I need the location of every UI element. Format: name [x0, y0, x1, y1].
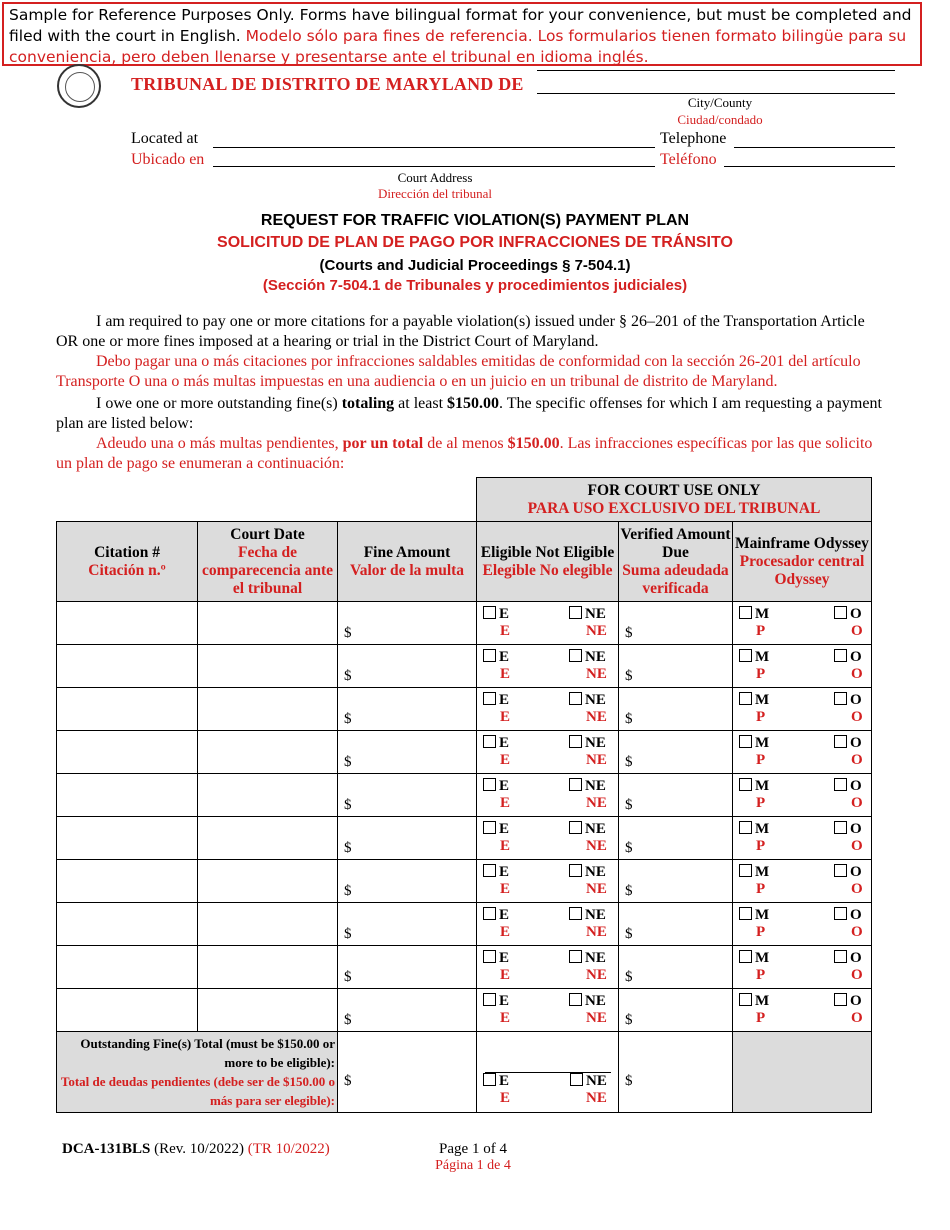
total-not-eligible-checkbox[interactable]: NE NE [569, 1073, 607, 1107]
fine-amount-cell[interactable]: $ [338, 602, 477, 645]
odyssey-checkbox[interactable]: O O [834, 907, 863, 941]
verified-amount-cell[interactable]: $ [619, 989, 733, 1032]
table-row [57, 946, 872, 989]
citation-cell[interactable] [57, 946, 198, 989]
mainframe-cell [733, 946, 872, 989]
table-row [57, 645, 872, 688]
reference-banner [2, 2, 922, 66]
located-label-es: Ubicado en [131, 151, 205, 168]
located-label: Located at [131, 130, 199, 147]
court-seal-icon [57, 64, 101, 108]
citation-cell[interactable] [57, 602, 198, 645]
odyssey-checkbox[interactable]: O O [834, 993, 863, 1027]
banner-text-es: Modelo sólo para fines de referencia. Los formularios tienen formato bilingüe para su conveniencia, pero deben llenarse y presentarse ante el tribunal en idioma inglés. [9, 27, 907, 66]
mainframe-checkbox[interactable]: M P [739, 950, 769, 984]
mainframe-checkbox[interactable]: M P [739, 907, 769, 941]
not-eligible-checkbox[interactable]: NE NE [569, 606, 607, 640]
city-county-label-es: Ciudad/condado [677, 112, 763, 127]
court-date-cell[interactable] [198, 989, 338, 1032]
fine-amount-cell[interactable]: $ [338, 860, 477, 903]
total-label: Outstanding Fine(s) Total (must be $150.00 or more to be eligible): Total de deudas pendientes (debe ser de $150.00 o más para ser elegible): [57, 1032, 338, 1113]
court-use-header: FOR COURT USE ONLY PARA USO EXCLUSIVO DEL TRIBUNAL [477, 478, 872, 522]
telephone-label-es: Teléfono [660, 151, 717, 168]
odyssey-checkbox[interactable]: O O [834, 735, 863, 769]
court-date-cell[interactable] [198, 817, 338, 860]
banner-text-en: Sample for Reference Purposes Only. Forms have bilingual format for your convenience, but must be completed and filed with the court in English. [9, 6, 912, 45]
mainframe-checkbox[interactable]: M P [739, 692, 769, 726]
located-line[interactable] [213, 147, 655, 148]
not-eligible-checkbox[interactable]: NE NE [569, 778, 607, 812]
eligible-checkbox[interactable]: E E [483, 821, 510, 855]
table-row [57, 774, 872, 817]
court-name: TRIBUNAL DE DISTRITO DE MARYLAND DE [131, 74, 524, 94]
eligible-checkbox[interactable]: E E [483, 950, 510, 984]
court-address-label-es: Dirección del tribunal [377, 186, 493, 201]
total-verified-cell[interactable]: $ [619, 1032, 733, 1113]
court-date-cell[interactable] [198, 645, 338, 688]
fine-amount-cell[interactable]: $ [338, 903, 477, 946]
verified-amount-cell[interactable]: $ [619, 774, 733, 817]
statement-2-es: Adeudo una o más multas pendientes, por un total de al menos $150.00. Las infracciones específicas por las que solicito un plan de pago se enumeran a continuación: [56, 435, 873, 472]
mainframe-checkbox[interactable]: M P [739, 993, 769, 1027]
telephone-line-es [724, 166, 895, 167]
mainframe-checkbox[interactable]: M P [739, 649, 769, 683]
eligible-checkbox[interactable]: E E [483, 864, 510, 898]
total-fine-cell[interactable]: $ [338, 1032, 477, 1113]
verified-amount-cell[interactable]: $ [619, 688, 733, 731]
col-citation: Citation # Citación n.º [57, 522, 198, 602]
city-county-line[interactable] [537, 93, 895, 94]
table-row [57, 731, 872, 774]
mainframe-cell [733, 989, 872, 1032]
eligible-checkbox[interactable]: E E [483, 778, 510, 812]
not-eligible-checkbox[interactable]: NE NE [569, 649, 607, 683]
citation-cell[interactable] [57, 817, 198, 860]
col-mainframe: Mainframe Odyssey Procesador central Odyssey [733, 522, 872, 602]
citation-cell[interactable] [57, 903, 198, 946]
mainframe-checkbox[interactable]: M P [739, 735, 769, 769]
col-fine-amount: Fine Amount Valor de la multa [338, 522, 477, 602]
eligibility-cell [477, 645, 619, 688]
fine-amount-cell[interactable]: $ [338, 989, 477, 1032]
verified-amount-cell[interactable]: $ [619, 860, 733, 903]
table-row [57, 989, 872, 1032]
verified-amount-cell[interactable]: $ [619, 817, 733, 860]
mainframe-cell [733, 645, 872, 688]
col-verified: Verified Amount Due Suma adeudada verificada [619, 522, 733, 602]
eligibility-cell [477, 731, 619, 774]
odyssey-checkbox[interactable]: O O [834, 692, 863, 726]
table-row [57, 817, 872, 860]
odyssey-checkbox[interactable]: O O [834, 864, 863, 898]
total-eligibility-cell [477, 1032, 619, 1113]
eligible-checkbox[interactable]: E E [483, 907, 510, 941]
eligible-checkbox[interactable]: E E [483, 735, 510, 769]
not-eligible-checkbox[interactable]: NE NE [569, 692, 607, 726]
verified-amount-cell[interactable]: $ [619, 946, 733, 989]
court-date-cell[interactable] [198, 602, 338, 645]
odyssey-checkbox[interactable]: O O [834, 649, 863, 683]
eligible-checkbox[interactable]: E E [483, 649, 510, 683]
not-eligible-checkbox[interactable]: NE NE [569, 864, 607, 898]
mainframe-cell [733, 817, 872, 860]
court-date-cell[interactable] [198, 903, 338, 946]
court-date-cell[interactable] [198, 731, 338, 774]
fine-amount-cell[interactable]: $ [338, 817, 477, 860]
not-eligible-checkbox[interactable]: NE NE [569, 950, 607, 984]
col-court-date: Court Date Fecha de comparecencia ante el tribunal [198, 522, 338, 602]
statement-2: I owe one or more outstanding fine(s) totaling at least $150.00. The specific offenses for which I am requesting a payment plan are listed below: [56, 395, 882, 432]
citation-cell[interactable] [57, 774, 198, 817]
odyssey-checkbox[interactable]: O O [834, 606, 863, 640]
fine-amount-cell[interactable]: $ [338, 645, 477, 688]
eligible-checkbox[interactable]: E E [483, 993, 510, 1027]
fine-amount-cell[interactable]: $ [338, 688, 477, 731]
odyssey-checkbox[interactable]: O O [834, 778, 863, 812]
telephone-label: Telephone [660, 130, 727, 147]
not-eligible-checkbox[interactable]: NE NE [569, 821, 607, 855]
citation-cell[interactable] [57, 645, 198, 688]
form-subtitle-es: (Sección 7-504.1 de Tribunales y procedimientos judiciales) [262, 277, 688, 294]
eligibility-cell [477, 946, 619, 989]
page-number-es: Página 1 de 4 [435, 1158, 511, 1173]
table-row [57, 860, 872, 903]
located-line-es [213, 166, 655, 167]
mainframe-cell [733, 860, 872, 903]
mainframe-cell [733, 602, 872, 645]
eligibility-cell [477, 602, 619, 645]
table-row [57, 903, 872, 946]
eligibility-cell [477, 903, 619, 946]
top-rule [537, 70, 895, 71]
citation-cell[interactable] [57, 688, 198, 731]
citation-cell[interactable] [57, 731, 198, 774]
not-eligible-checkbox[interactable]: NE NE [569, 907, 607, 941]
eligible-checkbox[interactable]: E E [483, 606, 510, 640]
court-date-cell[interactable] [198, 688, 338, 731]
court-date-cell[interactable] [198, 860, 338, 903]
eligibility-cell [477, 817, 619, 860]
eligible-checkbox[interactable]: E E [483, 692, 510, 726]
verified-amount-cell[interactable]: $ [619, 645, 733, 688]
not-eligible-checkbox[interactable]: NE NE [569, 993, 607, 1027]
mainframe-checkbox[interactable]: M P [739, 606, 769, 640]
court-address-label: Court Address [397, 170, 473, 185]
mainframe-cell [733, 731, 872, 774]
form-id: DCA-131BLS (Rev. 10/2022) (TR 10/2022) [62, 1141, 330, 1157]
form-title: REQUEST FOR TRAFFIC VIOLATION(S) PAYMENT PLAN [260, 212, 690, 229]
telephone-line[interactable] [734, 147, 895, 148]
form-title-es: SOLICITUD DE PLAN DE PAGO POR INFRACCIONES DE TRÁNSITO [217, 234, 733, 251]
mainframe-cell [733, 688, 872, 731]
col-eligible: Eligible Not Eligible Elegible No elegible [477, 522, 619, 602]
citation-cell[interactable] [57, 989, 198, 1032]
court-date-cell[interactable] [198, 946, 338, 989]
statement-1-es: Debo pagar una o más citaciones por infracciones saldables emitidas de conformidad con la sección 26-201 del artículo Transporte O una o más multas impuestas en una audiencia o en un juicio en un tribunal de distrito de Maryland. [56, 353, 861, 390]
eligibility-cell [477, 774, 619, 817]
court-date-cell[interactable] [198, 774, 338, 817]
odyssey-checkbox[interactable]: O O [834, 821, 863, 855]
page-number: Page 1 of 4 [439, 1141, 507, 1157]
mainframe-cell [733, 774, 872, 817]
eligibility-cell [477, 688, 619, 731]
citation-cell[interactable] [57, 860, 198, 903]
odyssey-checkbox[interactable]: O O [834, 950, 863, 984]
total-mainframe-cell [733, 1032, 872, 1113]
fine-amount-cell[interactable]: $ [338, 946, 477, 989]
eligibility-cell [477, 989, 619, 1032]
fine-amount-cell[interactable]: $ [338, 731, 477, 774]
form-subtitle: (Courts and Judicial Proceedings § 7-504.1) [319, 257, 631, 274]
verified-amount-cell[interactable]: $ [619, 903, 733, 946]
not-eligible-checkbox[interactable]: NE NE [569, 735, 607, 769]
statement-1: I am required to pay one or more citations for a payable violation(s) issued under § 26–201 of the Transportation Article OR one or more fines imposed at a hearing or trial in the District Court of Maryland. [56, 313, 865, 350]
mainframe-checkbox[interactable]: M P [739, 778, 769, 812]
mainframe-checkbox[interactable]: M P [739, 864, 769, 898]
verified-amount-cell[interactable]: $ [619, 731, 733, 774]
eligibility-cell [477, 860, 619, 903]
city-county-label: City/County [687, 95, 753, 110]
citations-table [56, 477, 872, 1113]
mainframe-checkbox[interactable]: M P [739, 821, 769, 855]
table-row [57, 602, 872, 645]
fine-amount-cell[interactable]: $ [338, 774, 477, 817]
table-row [57, 688, 872, 731]
verified-amount-cell[interactable]: $ [619, 602, 733, 645]
mainframe-cell [733, 903, 872, 946]
total-eligible-checkbox[interactable]: E E [483, 1073, 510, 1107]
